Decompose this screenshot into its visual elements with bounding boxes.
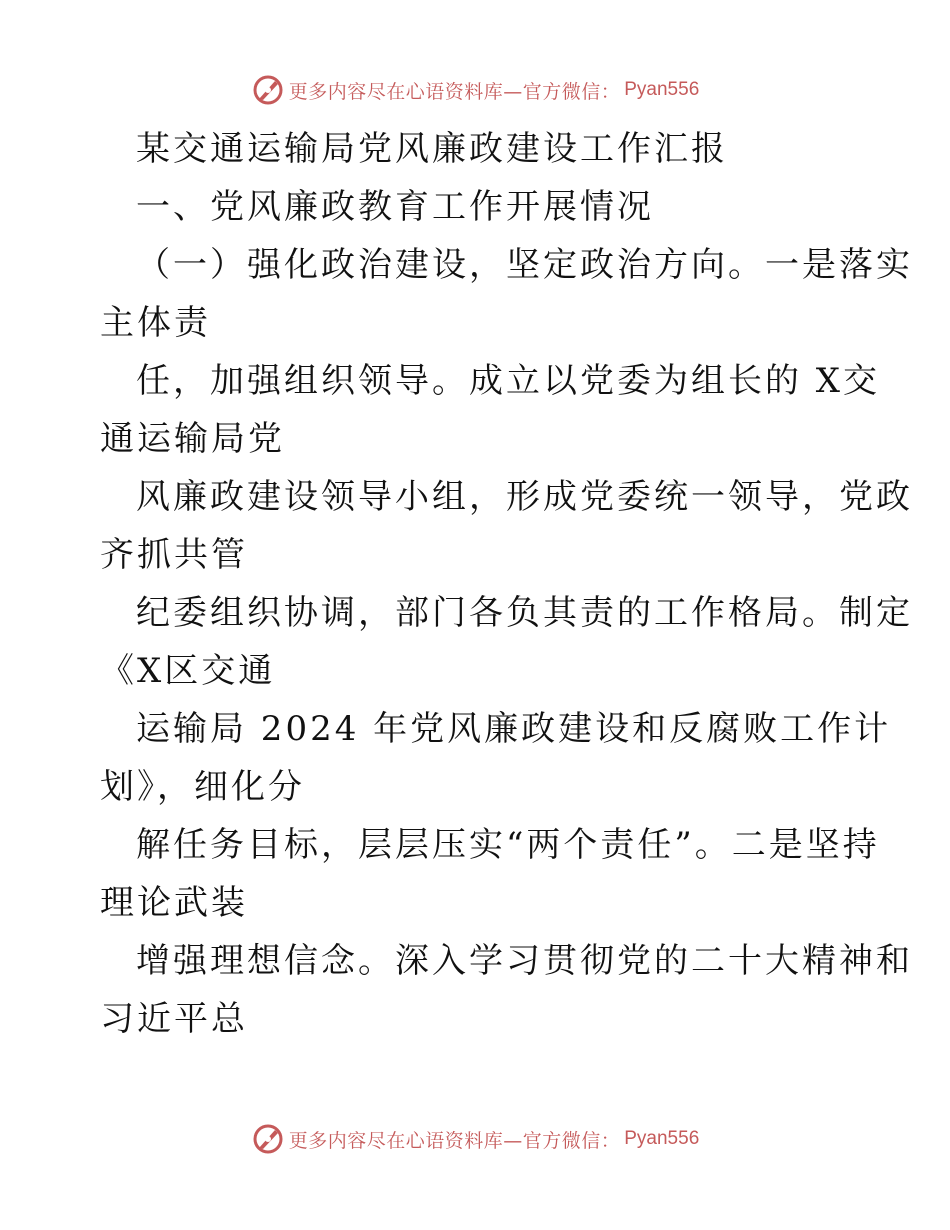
banner-wechat-id: Pyan556 [624, 1128, 700, 1149]
banner-wechat-id: Pyan556 [624, 79, 700, 100]
paragraph-line: 纪委组织协调，部门各负其责的工作格局。制定 [136, 593, 913, 633]
feather-pen-logo-icon [251, 73, 285, 107]
banner-text: 更多内容尽在心语资料库—官方微信： [288, 1129, 621, 1152]
document-body [100, 120, 913, 1048]
header-banner [0, 70, 950, 110]
paragraph-line: 运输局 2024 年党风廉政建设和反腐败工作计 [136, 709, 892, 749]
banner-text: 更多内容尽在心语资料库—官方微信： [288, 80, 621, 103]
paragraph-line: 通运输局党 [100, 419, 285, 459]
paragraph-line: 理论武装 [100, 883, 248, 923]
footer-banner [0, 1119, 950, 1159]
paragraph-line: 解任务目标，层层压实“两个责任”。二是坚持 [136, 825, 880, 865]
paragraph-line: 主体责 [100, 303, 211, 343]
paragraph-line: 风廉政建设领导小组，形成党委统一领导，党政 [136, 477, 913, 517]
paragraph-line: 任，加强组织领导。成立以党委为组长的 X交 [136, 361, 881, 401]
paragraph-line: （一）强化政治建设，坚定政治方向。一是落实 [136, 245, 913, 285]
section-heading: 一、党风廉政教育工作开展情况 [136, 187, 654, 227]
paragraph-line: 增强理想信念。深入学习贯彻党的二十大精神和 [136, 941, 913, 981]
document-title: 某交通运输局党风廉政建设工作汇报 [136, 129, 728, 169]
paragraph-line: 划》，细化分 [100, 767, 305, 807]
feather-pen-logo-icon [251, 1122, 285, 1156]
paragraph-line: 习近平总 [100, 999, 248, 1039]
paragraph-line: 齐抓共管 [100, 535, 248, 575]
paragraph-line: 《X区交通 [100, 651, 276, 691]
